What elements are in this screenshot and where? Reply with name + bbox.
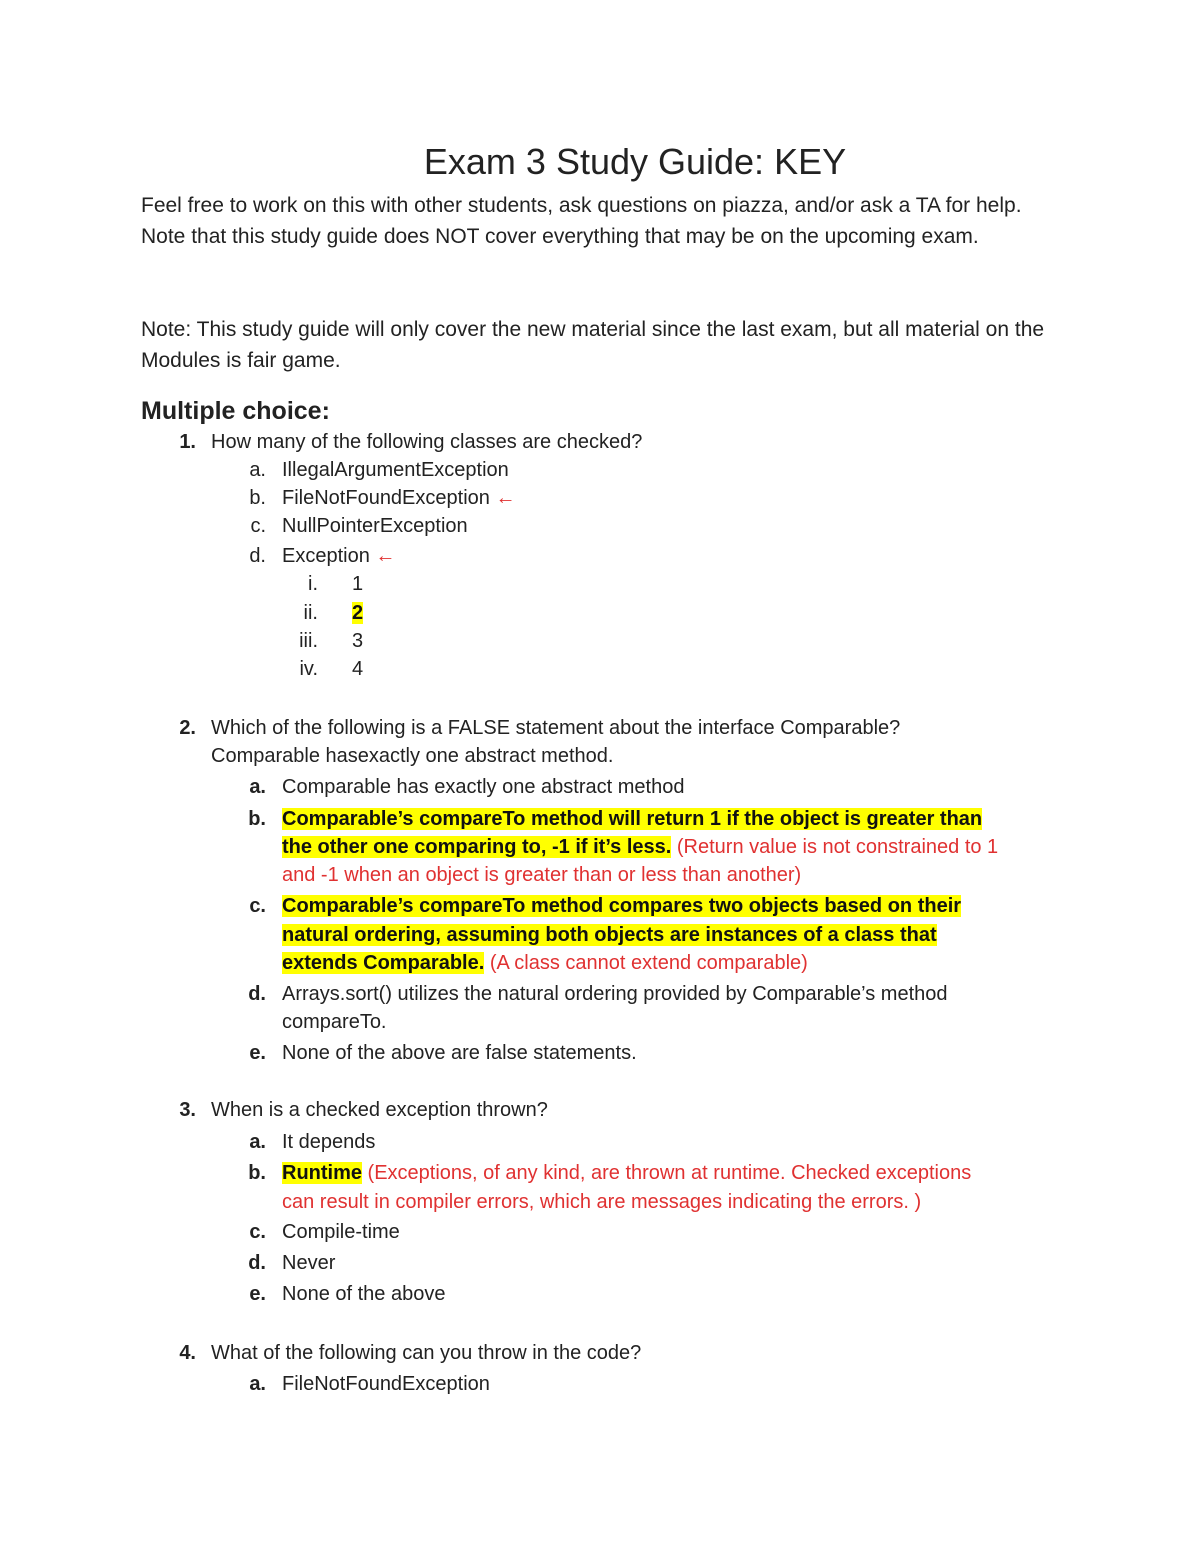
- answer-label: iv.: [299, 658, 318, 680]
- option-text: It depends: [282, 1131, 376, 1153]
- answer-text: 3: [352, 630, 364, 652]
- highlighted-answer: Comparable’s compareTo method compares two objects based on their: [282, 895, 962, 917]
- intro-paragraph: Feel free to work on this with other students, ask questions on piazza, and/or ask a TA for help. Note that this study guide does NOT cover everything that may be on the upcoming exam.: [141, 194, 1022, 248]
- option-text: IllegalArgumentException: [282, 459, 509, 481]
- explanation-note: (Return value is not constrained to 1: [671, 836, 999, 858]
- option-item: [282, 484, 515, 512]
- option-label: d.: [248, 983, 266, 1005]
- highlighted-answer: 2: [352, 602, 364, 624]
- option-label: b.: [248, 1162, 266, 1184]
- option-text: Never: [282, 1252, 336, 1274]
- option-text: Comparable has exactly one abstract method: [282, 776, 685, 798]
- highlighted-answer: extends Comparable.: [282, 952, 485, 974]
- question-text: Comparable hasexactly one abstract method.: [211, 745, 614, 767]
- question-number: 4.: [179, 1342, 196, 1364]
- answer-text-correct: [352, 599, 363, 627]
- answer-label: iii.: [299, 630, 318, 652]
- highlighted-answer: Comparable’s compareTo method will return 1 if the object is greater than: [282, 808, 983, 830]
- option-label: a.: [249, 776, 266, 798]
- option-text: NullPointerException: [282, 515, 468, 537]
- option-text: compareTo.: [282, 1011, 387, 1033]
- option-text: [282, 949, 808, 977]
- option-label: a.: [249, 1131, 266, 1153]
- question-text: What of the following can you throw in the code?: [211, 1342, 642, 1364]
- question-text: When is a checked exception thrown?: [211, 1099, 548, 1121]
- option-label: b.: [249, 487, 266, 509]
- option-label: c.: [249, 895, 266, 917]
- option-text: Compile-time: [282, 1221, 400, 1243]
- option-text: [282, 892, 961, 920]
- answer-label: i.: [308, 573, 318, 595]
- option-label: e.: [249, 1042, 266, 1064]
- highlighted-answer: natural ordering, assuming both objects are instances of a class that: [282, 924, 937, 946]
- section-heading: Multiple choice:: [141, 397, 330, 425]
- question-number: 3.: [179, 1099, 196, 1121]
- explanation-note: and -1 when an object is greater than or less than another): [282, 864, 802, 886]
- option-label: a.: [249, 1373, 266, 1395]
- question-text: How many of the following classes are checked?: [211, 431, 643, 453]
- option-text: [282, 805, 982, 833]
- option-text: Arrays.sort() utilizes the natural ordering provided by Comparable’s method: [282, 983, 948, 1005]
- option-text: [282, 833, 998, 861]
- option-label: c.: [249, 1221, 266, 1243]
- option-text: [282, 921, 937, 949]
- option-label: c.: [250, 515, 266, 537]
- explanation-note: (Exceptions, of any kind, are thrown at runtime. Checked exceptions: [362, 1162, 972, 1184]
- option-label: b.: [248, 808, 266, 830]
- highlighted-answer: the other one comparing to, -1 if it’s less.: [282, 836, 672, 858]
- option-label: d.: [249, 545, 266, 567]
- page-title: Exam 3 Study Guide: KEY: [423, 141, 847, 182]
- explanation-note: can result in compiler errors, which are messages indicating the errors. ): [282, 1191, 922, 1213]
- option-text: [282, 1159, 971, 1187]
- answer-text: 4: [352, 658, 364, 680]
- left-arrow-icon: ←: [375, 545, 396, 567]
- option-text: None of the above are false statements.: [282, 1042, 637, 1064]
- question-number: 2.: [179, 717, 196, 739]
- note-paragraph: Note: This study guide will only cover the new material since the last exam, but all material on the Modules is fair game.: [141, 318, 1045, 372]
- option-label: d.: [248, 1252, 266, 1274]
- explanation-note: (A class cannot extend comparable): [484, 952, 808, 974]
- option-text: None of the above: [282, 1283, 446, 1305]
- highlighted-answer: Runtime: [282, 1162, 362, 1184]
- answer-text: 1: [352, 573, 364, 595]
- option-text: Exception: [282, 545, 370, 567]
- answer-label: ii.: [303, 602, 318, 624]
- left-arrow-icon: ←: [495, 487, 516, 509]
- option-text: FileNotFoundException: [282, 487, 490, 509]
- question-number: 1.: [179, 431, 196, 453]
- question-text: Which of the following is a FALSE statement about the interface Comparable?: [211, 717, 901, 739]
- option-text: FileNotFoundException: [282, 1373, 490, 1395]
- option-item: [282, 542, 395, 570]
- option-label: a.: [249, 459, 266, 481]
- option-label: e.: [249, 1283, 266, 1305]
